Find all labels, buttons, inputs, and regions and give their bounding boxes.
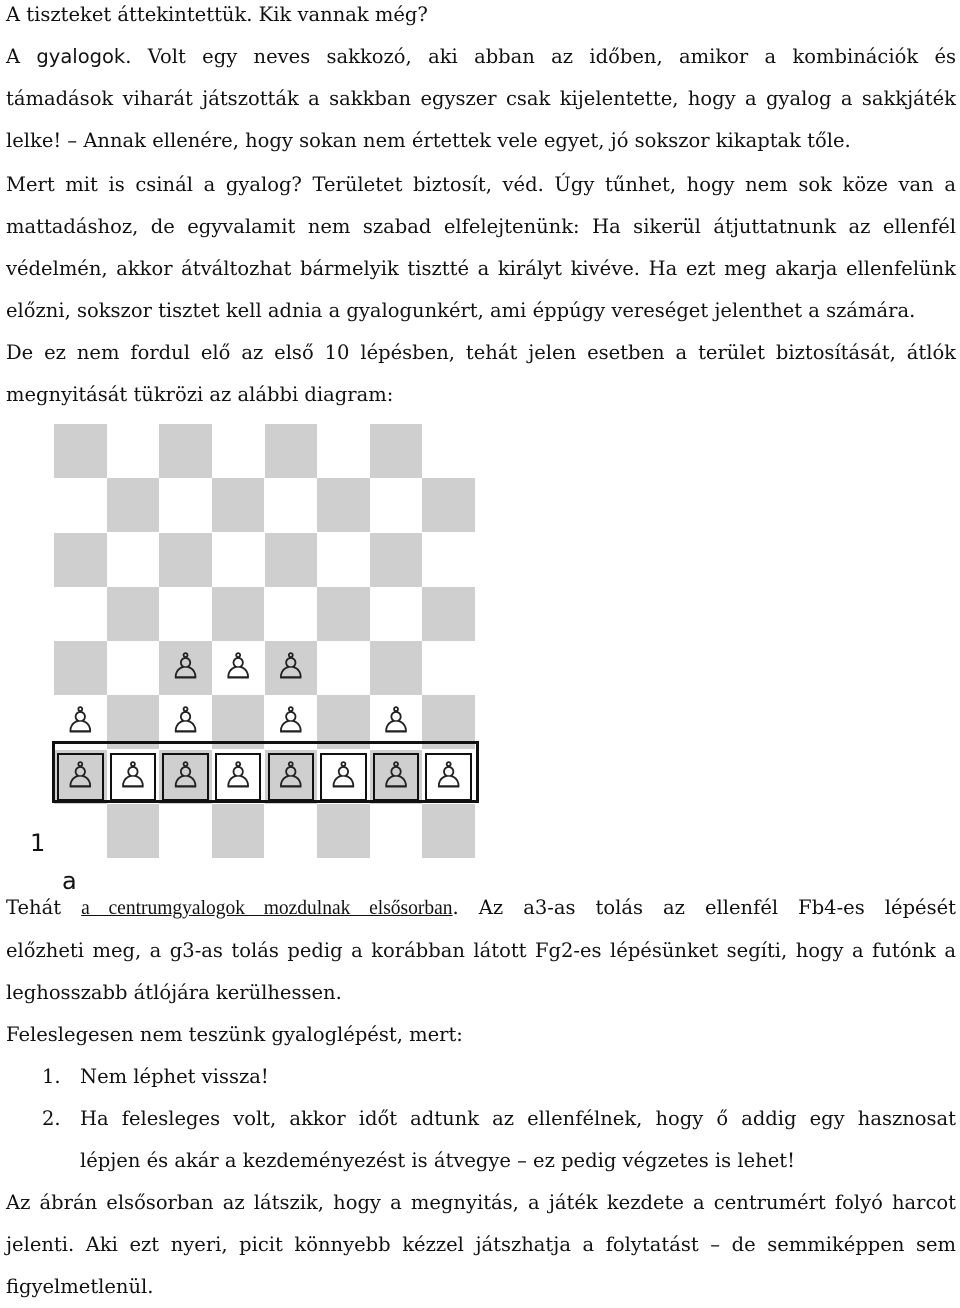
para2-line1: Mert mit is csinál a gyalog? Területet biztosít, véd. Úgy tűnhet, hogy nem sok köze van a [6, 173, 956, 196]
list-item [42, 1098, 956, 1182]
square-g1 [370, 804, 423, 858]
para3-line3: leghosszabb átlójára kerülhessen. [6, 981, 342, 1004]
para4: Feleslegesen nem teszünk gyaloglépést, mert: [6, 1023, 463, 1046]
square-c4 [159, 641, 212, 695]
centre-pawns-emphasis: a centrumgyalogok mozdulnak elsősorban [81, 898, 453, 919]
square-e7 [265, 478, 318, 532]
para2-line5: De ez nem fordul elő az első 10 lépésben, tehát jelen esetben a terület biztosítását, átlók [6, 341, 956, 364]
square-c7 [159, 478, 212, 532]
square-b2 [107, 750, 160, 804]
square-h7 [422, 478, 475, 532]
square-d7 [212, 478, 265, 532]
square-f1 [317, 804, 370, 858]
white-pawn-icon: ♙ [379, 754, 413, 796]
square-g5 [370, 587, 423, 641]
square-a1 [54, 804, 107, 858]
square-b6 [107, 533, 160, 587]
square-f2 [317, 750, 370, 804]
white-pawn-icon: ♙ [169, 754, 202, 796]
para1-line3: lelke! – Annak ellenére, hogy sokan nem értettek vele egyet, jó sokszor kikaptak tőle. [6, 129, 851, 152]
square-h6 [422, 533, 475, 587]
para1-line2: támadások viharát játszották a sakkban egyszer csak kijelentette, hogy a gyalog a sakkjáték [6, 87, 956, 110]
square-h3 [422, 695, 475, 749]
square-f3 [317, 695, 370, 749]
para3-line2: előzheti meg, a g3-as tolás pedig a korábban látott Fg2-es lépésünket segíti, hogy a futónk a [6, 939, 956, 962]
square-d8 [212, 424, 265, 478]
white-pawn-icon: ♙ [274, 754, 307, 796]
white-pawn-icon: ♙ [222, 646, 255, 688]
para1-rest: . Volt egy neves sakkozó, aki abban az időben, amikor a kombinációk és [125, 45, 956, 68]
para3-line1 [6, 887, 956, 930]
square-g3 [370, 695, 423, 749]
reasons-list [42, 1056, 956, 1182]
square-a3 [54, 695, 107, 749]
square-d5 [212, 587, 265, 641]
square-c6 [159, 533, 212, 587]
para3-rest: . Az a3-as tolás az ellenfél Fb4-es lépését [452, 896, 956, 919]
square-e5 [265, 587, 318, 641]
square-a4 [54, 641, 107, 695]
square-e1 [265, 804, 318, 858]
white-pawn-icon: ♙ [64, 754, 97, 796]
square-c1 [159, 804, 212, 858]
square-h8 [422, 424, 475, 478]
rank-label: 1 [30, 829, 46, 857]
square-e8 [265, 424, 318, 478]
para1-line1 [6, 36, 956, 78]
square-f6 [317, 533, 370, 587]
list-number: 1. [42, 1065, 61, 1088]
square-d6 [212, 533, 265, 587]
square-d1 [212, 804, 265, 858]
square-a6 [54, 533, 107, 587]
square-g8 [370, 424, 423, 478]
square-c2 [159, 750, 212, 804]
file-label: a [62, 867, 77, 895]
white-pawn-icon: ♙ [327, 754, 360, 796]
square-h1 [422, 804, 475, 858]
square-b7 [107, 478, 160, 532]
square-g6 [370, 533, 423, 587]
square-g4 [370, 641, 423, 695]
square-h5 [422, 587, 475, 641]
square-b1 [107, 804, 160, 858]
square-e2 [265, 750, 318, 804]
square-g2 [370, 750, 423, 804]
square-g7 [370, 478, 423, 532]
square-f4 [317, 641, 370, 695]
list-text: Nem léphet vissza! [80, 1065, 269, 1088]
square-c5 [159, 587, 212, 641]
square-a2 [54, 750, 107, 804]
square-e3 [265, 695, 318, 749]
square-a8 [54, 424, 107, 478]
para3-lead: Tehát [6, 896, 82, 919]
para2-line3: védelmén, akkor átváltozhat bármelyik tisztté a királyt kivéve. Ha ezt meg akarja ellenfelünk [6, 257, 956, 280]
square-b5 [107, 587, 160, 641]
square-b8 [107, 424, 160, 478]
square-b4 [107, 641, 160, 695]
intro-heading: A tiszteket áttekintettük. Kik vannak még? [6, 3, 428, 26]
white-pawn-icon: ♙ [169, 646, 202, 688]
para5-line1: Az ábrán elsősorban az látszik, hogy a megnyitás, a játék kezdete a centrumért folyó harcot [6, 1191, 956, 1214]
white-pawn-icon: ♙ [169, 700, 202, 742]
square-h4 [422, 641, 475, 695]
para2-line4: előzni, sokszor tisztet kell adnia a gyalogunkért, ami éppúgy vereséget jelenthet a számára. [6, 299, 916, 322]
para1-lead: A [6, 45, 37, 68]
white-pawn-icon: ♙ [379, 700, 413, 742]
chess-diagram [54, 424, 475, 858]
list-item [42, 1056, 956, 1098]
white-pawn-icon: ♙ [432, 754, 465, 796]
square-a5 [54, 587, 107, 641]
square-h2 [422, 750, 475, 804]
square-d2 [212, 750, 265, 804]
square-e4 [265, 641, 318, 695]
pawns-term: gyalogok [36, 45, 126, 68]
white-pawn-icon: ♙ [116, 754, 150, 796]
list-text: Ha felesleges volt, akkor időt adtunk az ellenfélnek, hogy ő addig egy hasznosat [80, 1107, 956, 1130]
square-f7 [317, 478, 370, 532]
square-c8 [159, 424, 212, 478]
square-f5 [317, 587, 370, 641]
white-pawn-icon: ♙ [64, 700, 97, 742]
para5-line2: jelenti. Aki ezt nyeri, picit könnyebb kézzel játszhatja a folytatást – de semmiképpen sem [6, 1233, 956, 1256]
square-d4 [212, 641, 265, 695]
square-a7 [54, 478, 107, 532]
square-b3 [107, 695, 160, 749]
square-c3 [159, 695, 212, 749]
white-pawn-icon: ♙ [274, 700, 307, 742]
square-e6 [265, 533, 318, 587]
white-pawn-icon: ♙ [274, 646, 307, 688]
square-f8 [317, 424, 370, 478]
para2-line6: megnyitását tükrözi az alábbi diagram: [6, 383, 394, 406]
list-number: 2. [42, 1107, 61, 1130]
para2-line2: mattadáshoz, de egyvalamit nem szabad elfelejtenünk: Ha sikerül átjuttatnunk az ellenfél [6, 215, 956, 238]
square-d3 [212, 695, 265, 749]
list-text: lépjen és akár a kezdeményezést is átvegye – ez pedig végzetes is lehet! [80, 1149, 795, 1172]
para5-line3: figyelmetlenül. [6, 1275, 154, 1298]
white-pawn-icon: ♙ [222, 754, 255, 796]
